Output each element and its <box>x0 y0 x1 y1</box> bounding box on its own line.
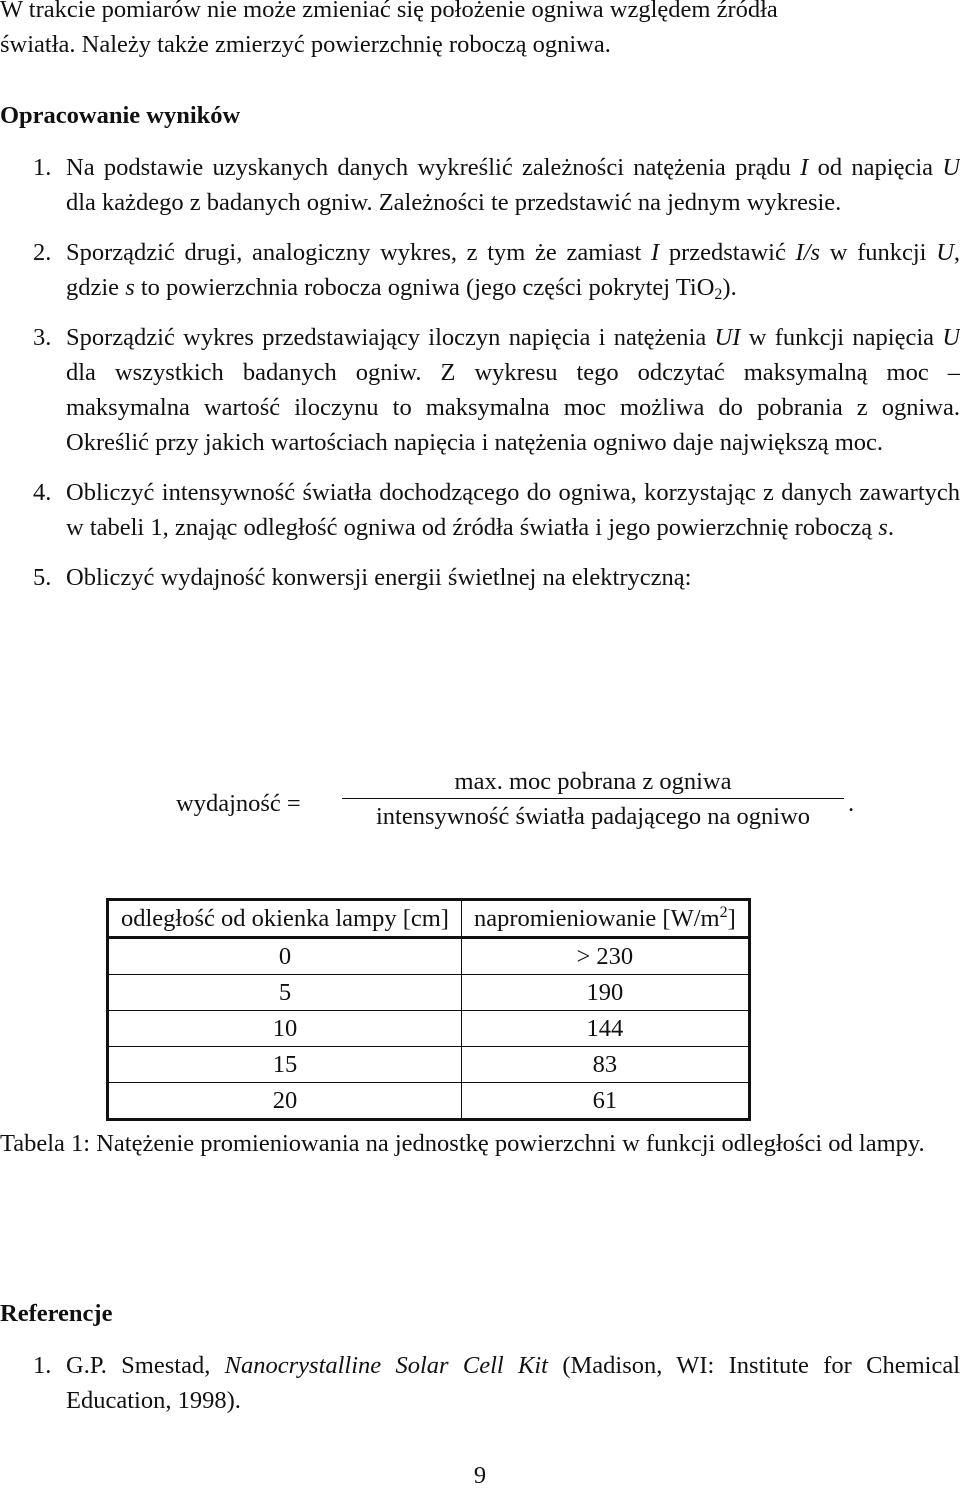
math-var: U <box>936 239 954 266</box>
item-text: przedstawić <box>668 239 786 266</box>
list-item-5 <box>0 560 960 595</box>
header-irradiance: napromieniowanie $[W/m^2]$ <box>461 900 749 938</box>
item-text: Obliczyć wydajność konwersji energii świetlnej na elektryczną: <box>66 564 692 591</box>
item-text: Sporządzić drugi, analogiczny wykres, z tym że zamiast <box>66 239 642 266</box>
cell-distance: 20 <box>108 1083 462 1120</box>
cell-distance: 15 <box>108 1047 462 1083</box>
reference-details: (Madison, WI: Institute for Chemical Education, 1998). <box>66 1352 960 1414</box>
cell-distance: 0 <box>108 938 462 975</box>
list-item-2 <box>0 235 960 305</box>
page-number: 9 <box>473 1462 487 1489</box>
efficiency-formula <box>176 764 876 834</box>
references-title: Referencje <box>0 1300 113 1327</box>
results-list <box>0 150 960 610</box>
table-caption: Tabela 1: Natężenie promieniowania na jednostkę powierzchni w funkcji odległości od lampy. <box>0 1130 925 1157</box>
references-list <box>0 1348 960 1433</box>
reference-authors: G.P. Smestad, <box>66 1352 211 1379</box>
item-number: 2. <box>33 239 52 266</box>
formula-end: . <box>848 790 855 817</box>
math-var: I/s <box>795 239 821 266</box>
formula-fraction <box>338 764 848 834</box>
irradiance-table <box>106 898 751 1121</box>
item-text: w funkcji <box>829 239 927 266</box>
intro-paragraph <box>0 0 960 62</box>
math-var: I <box>650 239 660 266</box>
list-item-4 <box>0 475 960 545</box>
math-var: I <box>800 154 809 181</box>
math-var: s <box>878 514 888 541</box>
cell-irradiance: > 230 <box>461 938 749 975</box>
header-distance: odległość od okienka lampy [cm] <box>108 900 462 938</box>
section-title: Opracowanie wyników <box>0 102 241 129</box>
formula-numerator: max. moc pobrana z ogniwa <box>454 768 732 795</box>
list-item-3 <box>0 320 960 460</box>
item-number: 5. <box>33 564 52 591</box>
item-text: to powierzchnia robocza ogniwa (jego części pokrytej TiO <box>140 274 715 301</box>
reference-item <box>0 1348 960 1418</box>
intro-line-2: światła. Należy także zmierzyć powierzchnię roboczą ogniwa. <box>0 31 611 58</box>
item-text: Sporządzić wykres przedstawiający iloczyn napięcia i natężenia <box>66 324 707 351</box>
item-text: dla każdego z badanych ogniw. Zależności te przedstawić na jednym wykresie. <box>66 189 842 216</box>
cell-irradiance: 83 <box>461 1047 749 1083</box>
item-text: Na podstawie uzyskanych danych wykreślić zależności natężenia prądu <box>66 154 791 181</box>
item-number: 1. <box>33 154 52 181</box>
reference-book-title: Nanocrystalline Solar Cell Kit <box>224 1352 548 1379</box>
formula-lhs: wydajność = <box>176 790 301 817</box>
cell-irradiance: 144 <box>461 1011 749 1047</box>
table-row <box>108 938 750 975</box>
cell-irradiance: 190 <box>461 975 749 1011</box>
math-var: U <box>942 324 960 351</box>
item-number: 4. <box>33 479 52 506</box>
intro-line-1: W trakcie pomiarów nie może zmieniać się położenie ogniwa względem źródła <box>0 0 778 23</box>
table-row <box>108 1011 750 1047</box>
reference-number: 1. <box>33 1352 52 1379</box>
item-text: dla wszystkich badanych ogniw. Z wykresu tego odczytać maksymalną moc – maksymalna wartość iloczynu to maksymalna moc możliwa do pobrania z ogniwa. Określić przy jakich wartościach napięcia i natężenia ogniwo daje największą moc. <box>66 359 960 456</box>
math-var: s <box>125 274 135 301</box>
math-var: UI <box>714 324 741 351</box>
cell-irradiance: 61 <box>461 1083 749 1120</box>
table-row <box>108 1083 750 1120</box>
subscript: 2 <box>714 286 723 303</box>
list-item-1 <box>0 150 960 220</box>
cell-distance: 10 <box>108 1011 462 1047</box>
table-row <box>108 975 750 1011</box>
item-text: Obliczyć intensywność światła dochodzącego do ogniwa, korzystając z danych zawartych w tabeli 1, znając odległość ogniwa od źródła światła i jego powierzchnię roboczą <box>66 479 960 541</box>
cell-distance: 5 <box>108 975 462 1011</box>
item-text: w funkcji napięcia <box>748 324 935 351</box>
item-text: ). <box>722 274 737 301</box>
table-header-row <box>108 900 750 938</box>
table-row <box>108 1047 750 1083</box>
item-text: od napięcia <box>817 154 934 181</box>
math-var: U <box>942 154 960 181</box>
item-number: 3. <box>33 324 52 351</box>
item-text: . <box>887 514 894 541</box>
formula-denominator: intensywność światła padającego na ogniwo <box>375 803 811 830</box>
item-text: , gdzie <box>66 239 960 301</box>
